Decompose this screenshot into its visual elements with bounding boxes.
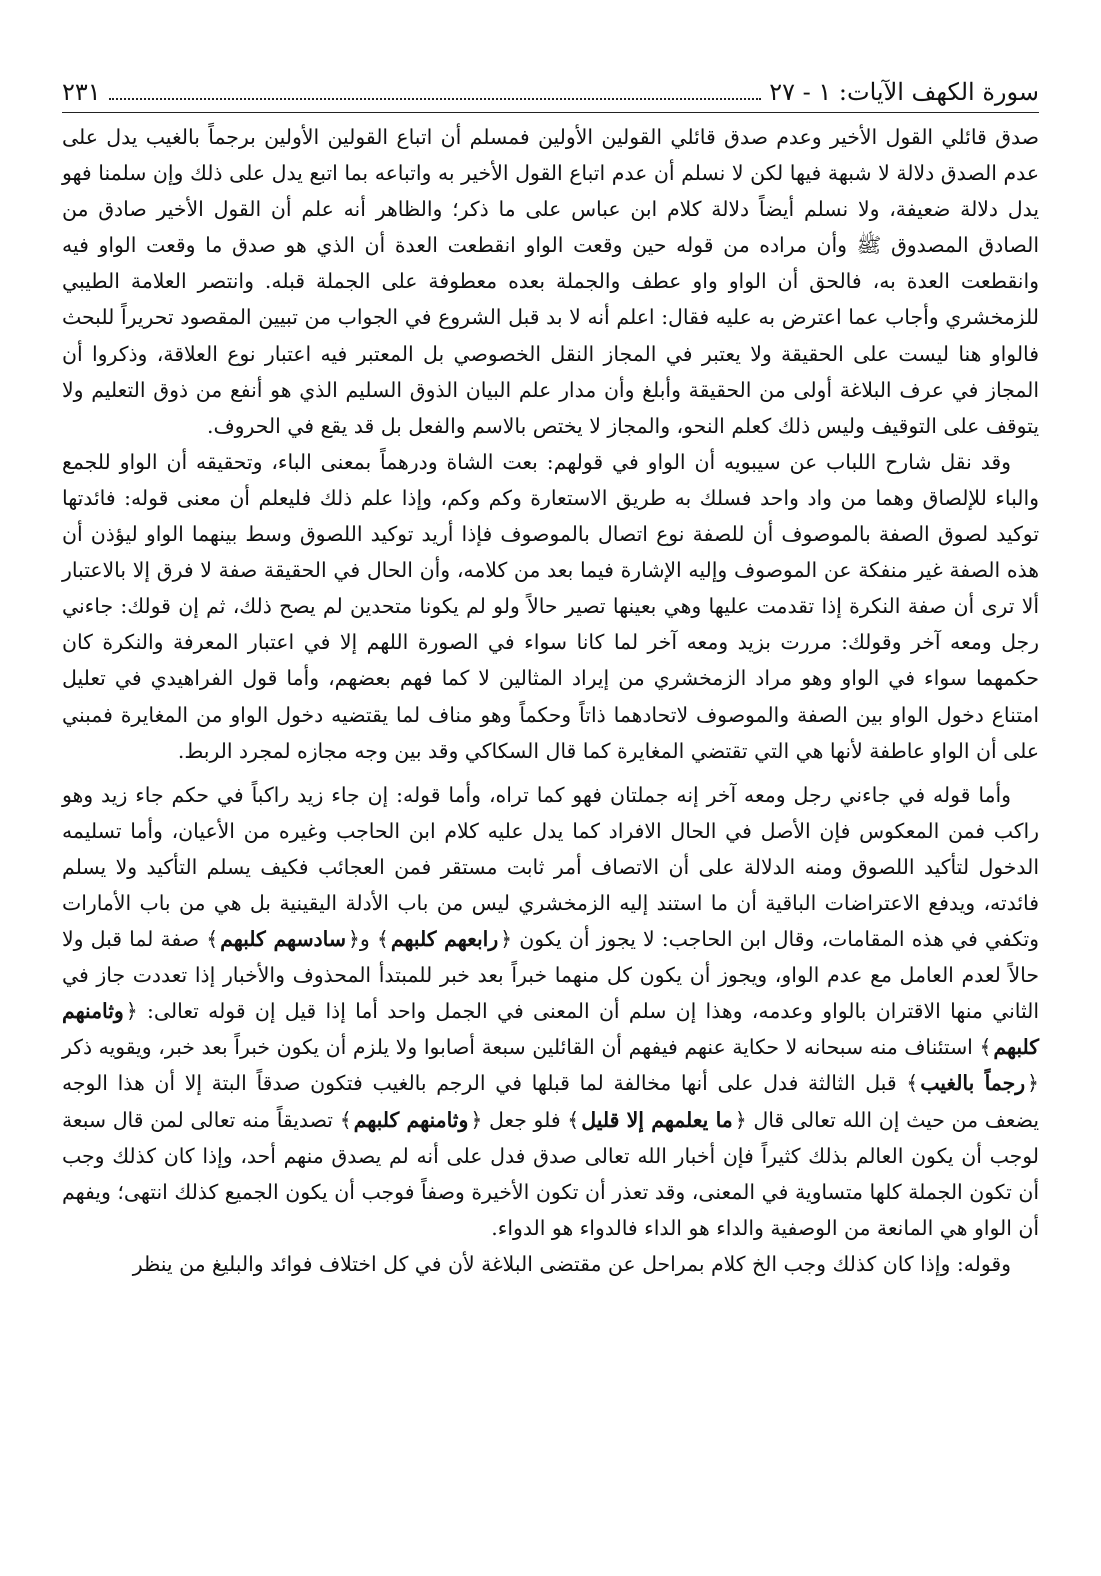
paragraph-text: صفة لما قبل ولا حالاً لعدم العامل مع عدم الواو، ويجوز أن يكون كل منهما خبراً بعد خبر للمبتدأ المحذوف والأخبار إذا تعددت جاز في الثاني منها الاقتران بالواو وعدمه، وهذا إن سلم أن المعنى في الجمل واحد أما إذا قيل إن قوله تعالى: (62, 927, 1039, 1024)
paragraph-text: فلو جعل (482, 1107, 568, 1132)
paragraph-text: قبل الثالثة فدل على أنها مخالفة لما قبلها في الرجم بالغيب فتكون صدقاً البتة إلا أن هذا الوجه يضعف من حيث إن الله تعالى قال (62, 1071, 1039, 1132)
paragraph (62, 1246, 1039, 1282)
paragraph (62, 777, 1039, 1246)
paragraph (62, 119, 1039, 444)
header-leader-dots (109, 88, 762, 100)
paragraph-text: وقد نقل شارح اللباب عن سيبويه أن الواو في قولهم: بعت الشاة ودرهماً بمعنى الباء، وتحقيقه أن الواو للجمع والباء للإلصاق وهما من واد واحد فسلك به طريق الاستعارة وكم وكم، وإذا علم ذلك فليعلم أن معنى قوله: فائدتها توكيد لصوق الصفة بالموصوف أن للصفة نوع اتصال بالموصوف فإذا أريد توكيد اللصوق وسط بينهما الواو ليؤذن أن هذه الصفة غير منفكة عن الموصوف وإليه الإشارة فيما بعد من كلامه، وأن الحال في الحقيقة صفة لا فرق إلا بالاعتبار ألا ترى أن صفة النكرة إذا تقدمت عليها وهي بعينها تصير حالاً ولو لم يكونا متحدين لم يصح ذلك، ثم إن قولك: جاءني رجل ومعه آخر وقولك: مررت بزيد ومعه آخر لما كانا سواء في الصورة اللهم إلا في اعتبار المعرفة والنكرة كان حكمهما سواء في الواو وهو مراد الزمخشري من إيراد المثالين لا كما فهم بعضهم، وأما قول الفراهيدي في تعليل امتناع دخول الواو بين الصفة والموصوف لاتحادهما ذاتاً وحكماً وهو مناف لما يقتضيه دخول الواو من المغايرة فمبني على أن الواو عاطفة لأنها هي التي تقتضي المغايرة كما قال السكاكي وقد بين وجه مجازه لمجرد الربط. (62, 449, 1039, 763)
paragraph-text: و (359, 927, 377, 952)
paragraph-text: تصديقاً منه تعالى لمن قال سبعة لوجب أن يكون العالم بذلك كثيراً فإن أخبار الله تعالى صدق فدل على أنه لم يصدق منهم أحد، وإذا كان كذلك وجب أن تكون الجملة كلها متساوية في المعنى، وقد تعذر أن تكون الأخيرة وصفاً فوجب أن يكون الجميع كذلك انتهى؛ ويفهم أن الواو هي المانعة من الوصفية والداء هو الداء فالدواء هو الدواء. (62, 1107, 1039, 1240)
paragraph-text: صدق قائلي القول الأخير وعدم صدق قائلي القولين الأولين فمسلم أن اتباع القولين الأولين برجماً بالغيب يدل على عدم الصدق دلالة لا شبهة فيها لكن لا نسلم أن عدم اتباع القول الأخير به واتباعه بما اتبع يدل على ذلك وإن سلمنا فهو يدل دلالة ضعيفة، ولا نسلم أيضاً دلالة كلام ابن عباس على ما ذكر؛ والظاهر أنه علم أن القول الأخير صادق من الصادق المصدوق ﷺ وأن مراده من قوله حين وقعت الواو انقطعت العدة أن الذي هو صدق ما وقعت الواو فيه وانقطعت العدة به، فالحق أن الواو واو عطف والجملة بعده معطوفة على الجملة قبله. وانتصر العلامة الطيبي للزمخشري وأجاب عما اعترض به عليه فقال: اعلم أنه لا بد قبل الشروع في الجواب من تبيين المقصود تحريراً للبحث فالواو هنا ليست على الحقيقة ولا يعتبر في المجاز النقل الخصوصي بل المعتبر فيه اعتبار نوع العلاقة، وذكروا أن المجاز في عرف البلاغة أولى من الحقيقة وأبلغ وأن مدار علم البيان الذوق السليم الذي هو أنفع من ذوق التعليم ولا يتوقف على التوقيف وليس ذلك كعلم النحو، والمجاز لا يختص بالاسم والفعل بل قد يقع في الحروف. (62, 125, 1039, 438)
running-header (62, 76, 1039, 112)
quran-quote: ﴿ ما يعلمهم إلا قليل ﴾ (567, 1108, 746, 1132)
page-number: ٢٣١ (62, 78, 101, 106)
paragraph-text: وأما قوله في جاءني رجل ومعه آخر إنه جملتان فهو كما تراه، وأما قوله: إن جاء زيد راكباً في حكم جاء زيد وهو راكب فمن المعكوس فإن الأصل في الحال الافراد كما يدل عليه كلام ابن الحاجب وغيره من الأعيان، وأما تسليمه الدخول لتأكيد اللصوق ومنه الدلالة على أن الاتصاف أمر ثابت مستقر فمن العجائب فكيف يسلم التأكيد ولا يسلم فائدته، ويدفع الاعتراضات الباقية أن ما استند إليه الزمخشري ليس من باب الأدلة اليقينية بل هي من باب الأمارات وتكفي في هذه المقامات، وقال ابن الحاجب: لا يجوز أن يكون (62, 782, 1039, 952)
surah-header-title: سورة الكهف الآيات: ١ - ٢٧ (769, 78, 1039, 106)
header-rule (62, 112, 1039, 113)
paragraph (62, 444, 1039, 769)
quran-quote: ﴿ وثامنهم كلبهم ﴾ (340, 1108, 483, 1132)
quran-quote: ﴿ رابعهم كلبهم ﴾ (377, 927, 512, 951)
quran-quote: ﴿ رجماً بالغيب ﴾ (906, 1071, 1039, 1095)
quran-quote: ﴿ وثامنهم كلبهم ﴾ (62, 999, 1039, 1059)
paragraph-text: استئناف منه سبحانه لا حكاية عنهم فيفهم أن القائلين سبعة أصابوا ولا يلزم أن يكون خبراً بعد خبر، ويقويه ذكر (62, 1035, 980, 1060)
quran-quote: ﴿ سادسهم كلبهم ﴾ (206, 927, 360, 951)
body-text (62, 119, 1039, 1282)
paragraph-text: وقوله: وإذا كان كذلك وجب الخ كلام بمراحل عن مقتضى البلاغة لأن في كل اختلاف فوائد والبليغ من ينظر (132, 1251, 1011, 1276)
